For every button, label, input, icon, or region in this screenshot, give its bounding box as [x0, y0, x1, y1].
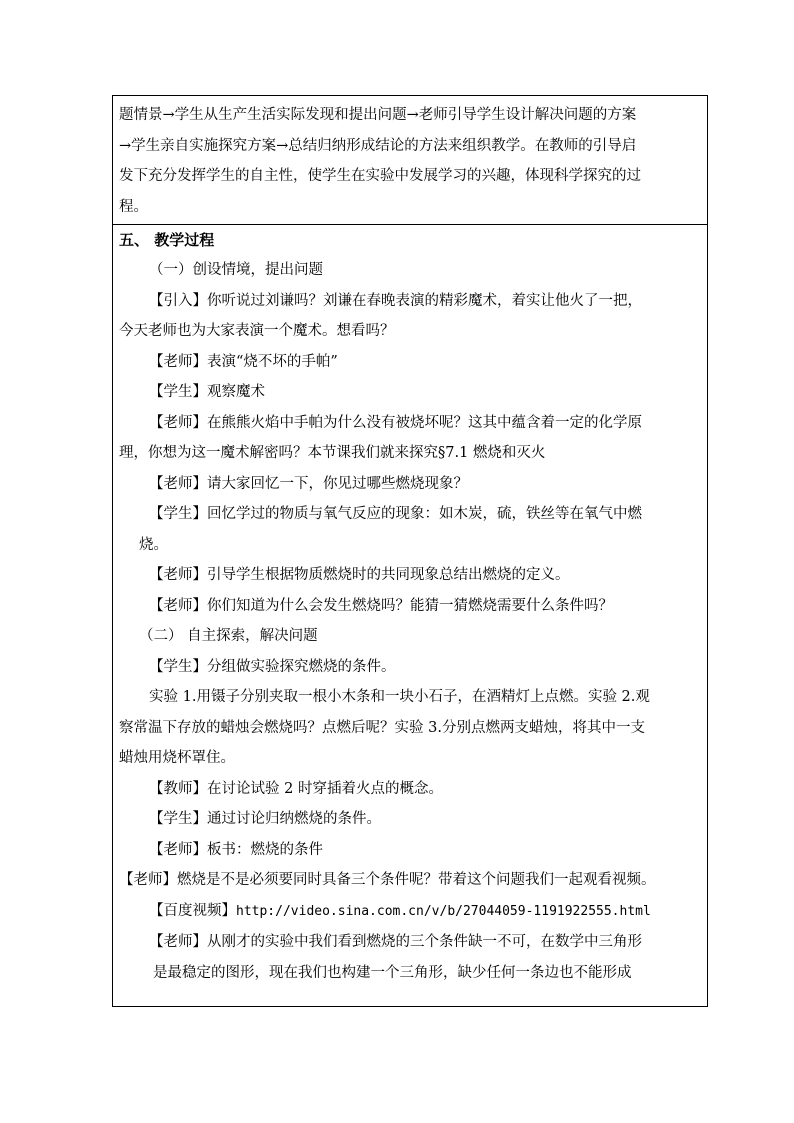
paragraph-line: 【老师】你们知道为什么会发生燃烧吗？能猜一猜燃烧需要什么条件吗？ [149, 597, 613, 614]
lesson-plan-table [112, 95, 708, 1007]
paragraph-line: 理，你想为这一魔术解密吗？本节课我们就来探究§7.1 燃烧和灭火 [119, 445, 546, 461]
subsection-title: （一）创设情境，提出问题 [149, 262, 323, 278]
text-line: 题情景→学生从生产生活实际发现和提出问题→老师引导学生设计解决问题的方案 [119, 107, 637, 123]
text-line: 发下充分发挥学生的自主性，使学生在实验中发展学习的兴趣，体现科学探究的过 [119, 168, 641, 184]
video-label: 【百度视频】 [149, 902, 236, 919]
paragraph-line: 蜡烛用烧杯罩住。 [119, 750, 235, 766]
paragraph-line: 是最稳定的图形，现在我们也构建一个三角形，缺少任何一条边也不能形成 [153, 964, 632, 981]
section-heading: 五、 教学过程 [119, 231, 215, 249]
paragraph-line: 【老师】表演“烧不坏的手帕” [149, 353, 338, 370]
paragraph-line: 【学生】分组做实验探究燃烧的条件。 [149, 658, 396, 675]
text-line: 程。 [119, 198, 148, 215]
paragraph-line: 【学生】通过讨论归纳燃烧的条件。 [149, 811, 381, 827]
paragraph-line: 【老师】请大家回忆一下，你见过哪些燃烧现象？ [149, 475, 468, 492]
video-link[interactable]: http://video.sina.com.cn/v/b/27044059-1191922555.html [236, 903, 651, 919]
paragraph-line: 【老师】燃烧是不是必须要同时具备三个条件呢？带着这个问题我们一起观看视频。 [119, 872, 656, 888]
paragraph-line: 【学生】观察魔术 [149, 384, 265, 400]
teaching-process-cell [113, 225, 707, 1006]
paragraph-line: 【老师】在熊熊火焰中手帕为什么没有被烧坏呢？这其中蕴含着一定的化学原 [149, 414, 642, 431]
video-line [119, 896, 701, 928]
subsection-title: （二） 自主探索，解决问题 [139, 628, 318, 644]
paragraph-line: 【引入】你听说过刘谦吗？刘谦在春晚表演的精彩魔术，着实让他火了一把， [149, 292, 642, 309]
paragraph-line: 实验 1.用镊子分别夹取一根小木条和一块小石子，在酒精灯上点燃。实验 2.观 [149, 689, 650, 705]
paragraph-line: 今天老师也为大家表演一个魔术。想看吗？ [119, 323, 395, 339]
paragraph-line: 【老师】引导学生根据物质燃烧时的共同现象总结出燃烧的定义。 [149, 567, 570, 583]
paragraph-line: 【老师】从刚才的实验中我们看到燃烧的三个条件缺一不可，在数学中三角形 [149, 934, 642, 950]
paragraph-line: 烧。 [139, 536, 168, 553]
teaching-method-cell [113, 96, 707, 225]
paragraph-line: 【老师】板书：燃烧的条件 [149, 841, 323, 858]
paragraph-line: 察常温下存放的蜡烛会燃烧吗？点燃后呢？实验 3.分别点燃两支蜡烛，将其中一支 [119, 719, 645, 736]
paragraph-line: 【学生】回忆学过的物质与氧气反应的现象：如木炭，硫，铁丝等在氧气中燃 [149, 506, 642, 522]
paragraph-line: 【教师】在讨论试验 2 时穿插着火点的概念。 [149, 780, 443, 797]
text-line: →学生亲自实施探究方案→总结归纳形成结论的方法来组织教学。在教师的引导启 [119, 137, 637, 154]
